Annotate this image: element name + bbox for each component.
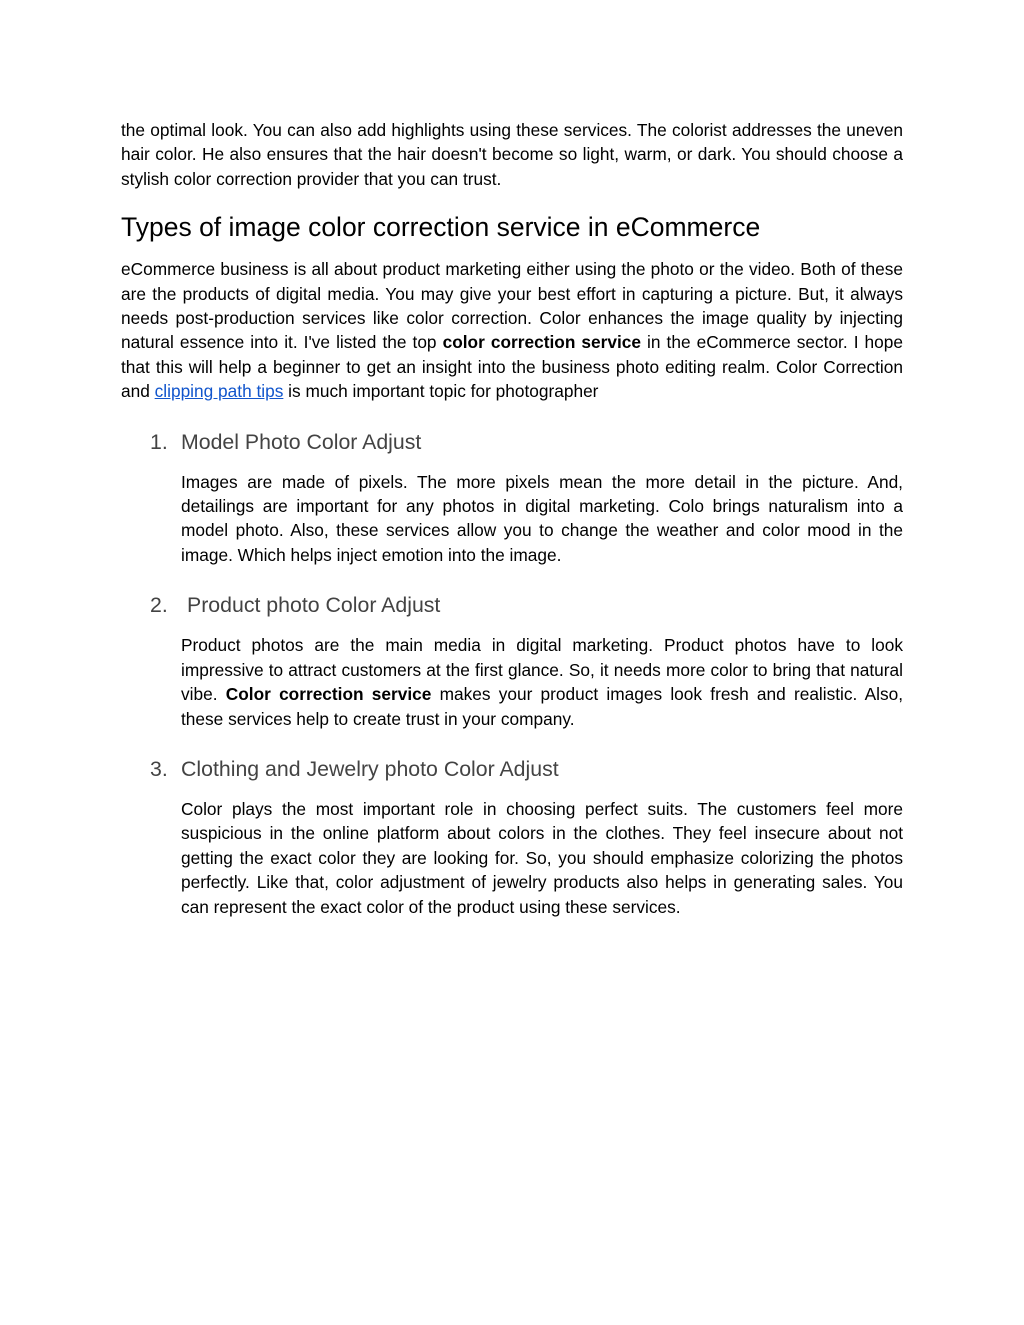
item-body: [181, 633, 903, 731]
list-item: [121, 428, 903, 568]
item-title: Model Photo Color Adjust: [181, 429, 422, 454]
item-body-text-2: makes your product images look fresh and realistic. Also, these services help to create trust in your company.: [181, 684, 904, 729]
item-title: Product photo Color Adjust: [187, 593, 441, 618]
item-body: Images are made of pixels. The more pixels mean the more detail in the picture. And, detailings are important for any photos in digital marketing. Colo brings naturalism into a model photo. Also, these services allow you to change the weather and color mood in the image. Which helps inject emotion into the image.: [181, 471, 903, 565]
list-item: [121, 755, 903, 919]
section-paragraph-text-3: is much important topic for photographer: [283, 381, 599, 402]
item-heading: [121, 755, 903, 783]
item-title: Clothing and Jewelry photo Color Adjust: [181, 756, 559, 781]
service-types-list: [121, 428, 903, 919]
section-paragraph: [121, 257, 903, 403]
item-body-bold: Color correction service: [225, 684, 432, 705]
item-body: Color plays the most important role in choosing perfect suits. The customers feel more suspicious in the online platform about colors in the clothes. They feel insecure about not getting the exact color they are looking for. So, you should emphasize colorizing the photos perfectly. Like that, color adjustment of jewelry products also helps in generating sales. You can represent the exact color of the product using these services.: [181, 798, 903, 917]
clipping-path-tips-link[interactable]: clipping path tips: [154, 381, 284, 402]
section-paragraph-text-2: in the eCommerce sector. I hope that this will help a beginner to get an insight into the business photo editing realm. Color Correction and: [121, 332, 903, 402]
item-number: 3.: [150, 756, 168, 781]
document-page: [121, 118, 903, 919]
intro-paragraph: the optimal look. You can also add highlights using these services. The colorist addresses the uneven hair color. He also ensures that the hair doesn't become so light, warm, or dark. You should choose a stylish color correction provider that you can trust.: [121, 120, 903, 189]
item-body-text-1: Product photos are the main media in digital marketing. Product photos have to look impressive to attract customers at the first glance. So, it needs more color to bring that natural vibe.: [181, 635, 903, 705]
item-number: 2.: [150, 593, 168, 618]
item-heading: [121, 428, 903, 456]
list-item: [121, 591, 903, 731]
section-heading: Types of image color correction service in eCommerce: [121, 212, 761, 243]
section-paragraph-text-1: eCommerce business is all about product marketing either using the photo or the video. Both of these are the products of digital media. You may give your best effort in capturing a picture. But, it always needs post-production services like color correction. Color enhances the image quality by injecting natural essence into it. I've listed the top: [121, 259, 903, 353]
item-heading: [121, 591, 903, 619]
item-number: 1.: [150, 429, 168, 454]
section-paragraph-bold: color correction service: [442, 332, 641, 353]
